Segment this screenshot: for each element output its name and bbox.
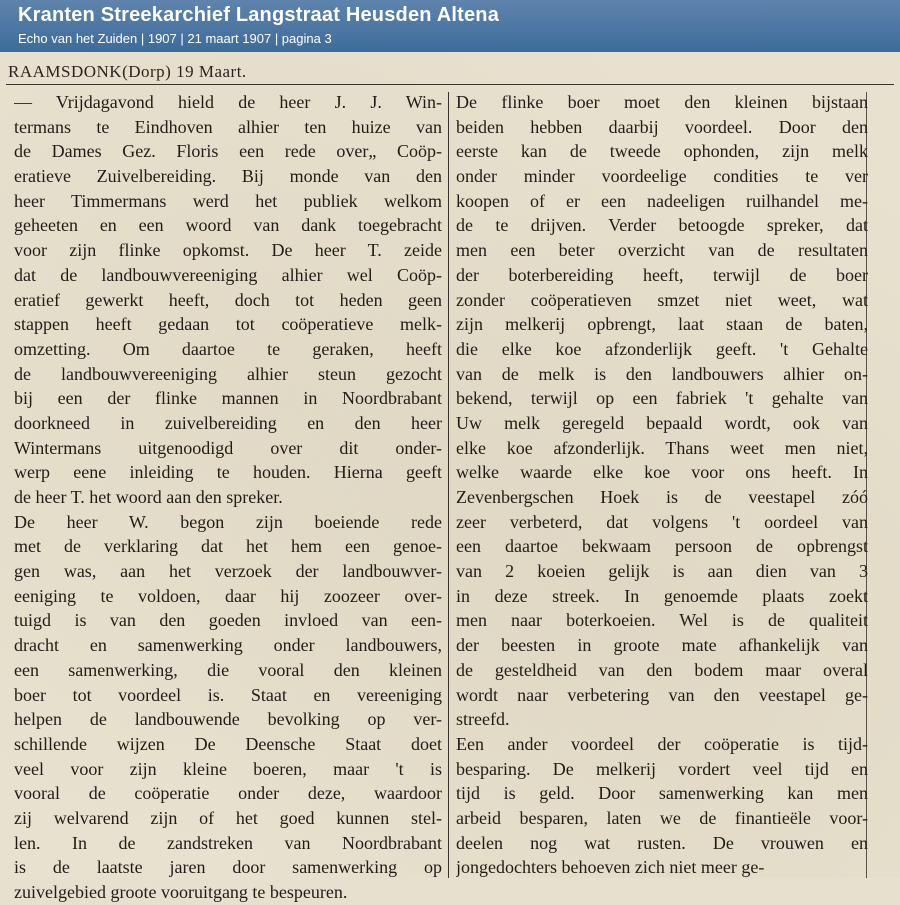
text-line: zonder coöperatieven smzet niet weet, wat — [456, 289, 868, 310]
text-line: Uw melk geregeld bepaald wordt, ook van — [456, 412, 868, 433]
text-line: vooral de coöperatie onder deze, waardoor — [14, 783, 442, 804]
text-line: die elke koe afzonderlijk geeft. 't Gehalte — [456, 338, 868, 359]
text-line: zij welvarend zijn of het goed kunnen stel- — [14, 807, 442, 828]
text-line: heer Timmermans werd het publiek welkom — [14, 190, 442, 211]
text-line: zijn melkerij opbrengt, laat staan de baten, — [456, 314, 868, 335]
text-line: men een beter overzicht van de resultaten — [456, 240, 868, 261]
text-line: helpen de landbouwende bevolking op ver- — [14, 709, 442, 730]
text-line: bij een der flinke mannen in Noordbrabant — [14, 388, 442, 409]
text-line: een samenwerking, die vooral den kleinen — [14, 659, 442, 680]
text-line: arbeid besparen, laten we de finantieële voor- — [456, 807, 868, 828]
text-line: stappen heeft gedaan tot coöperatieve melk- — [14, 314, 442, 335]
text-line: schillende wijzen De Deensche Staat doet — [14, 733, 442, 754]
text-line: veel voor zijn kleine boeren, maar 't is — [14, 758, 442, 779]
text-line: boer tot voordeel is. Staat en vereeniging — [14, 684, 442, 705]
text-line: de te drijven. Verder betoogde spreker, dat — [456, 215, 868, 236]
text-line: termans te Eindhoven alhier ten huize van — [14, 116, 442, 137]
text-line: onder minder voordeelige condities te ver — [456, 166, 868, 187]
text-line: eratief gewerkt heeft, doch tot heden geen — [14, 289, 442, 310]
text-line: koopen of er een nadeeligen ruilhandel me- — [456, 190, 868, 211]
text-line: der boterbereiding heeft, terwijl de boer — [456, 264, 868, 285]
text-line: de landbouwvereeniging alhier steun gezocht — [14, 363, 442, 384]
text-line: dracht en samenwerking onder landbouwers, — [14, 635, 442, 656]
text-line: van 2 koeien gelijk is aan dien van 3 — [456, 561, 868, 582]
text-line: zeer verbeterd, dat volgens 't oordeel van — [456, 511, 868, 532]
text-line: wordt naar verbetering van den veestapel ge- — [456, 684, 868, 705]
text-line: zuivelgebied groote vooruitgang te bespeuren. — [14, 882, 348, 902]
text-line: is de laatste jaren door samenwerking op — [14, 857, 442, 878]
left-column — [14, 90, 442, 905]
text-line: van de melk is den landbouwers alhier on- — [456, 363, 868, 384]
text-line: met de verklaring dat het hem een genoe- — [14, 536, 442, 557]
text-line: elke koe afzonderlijk. Thans weet men niet, — [456, 437, 868, 458]
column-divider — [448, 92, 449, 878]
text-line: De heer W. begon zijn boeiende rede — [14, 511, 442, 532]
text-line: de Dames Gez. Floris een rede over„ Coöp- — [14, 141, 442, 162]
text-line: Een ander voordeel der coöperatie is tijd- — [456, 733, 868, 754]
text-line: dat de landbouwvereeniging alhier wel Coöp- — [14, 264, 442, 285]
text-line: men naar boterkoeien. Wel is de qualiteit — [456, 610, 868, 631]
text-line: der beesten in groote mate afhankelijk van — [456, 635, 868, 656]
text-line: beiden hebben daarbij voordeel. Door den — [456, 116, 868, 137]
newspaper-scan — [0, 52, 900, 902]
text-line: len. In de zandstreken van Noordbrabant — [14, 832, 442, 853]
text-line: welke waarde elke koe voor ons heeft. In — [456, 462, 868, 483]
archive-title: Kranten Streekarchief Langstraat Heusden Altena — [18, 4, 500, 26]
text-line: eratieve Zuivelbereiding. Bij monde van den — [14, 166, 442, 187]
text-line: werp eene inleiding te houden. Hierna geeft — [14, 462, 442, 483]
text-line: de gesteldheid van den bodem maar overal — [456, 659, 868, 680]
text-line: omzetting. Om daartoe te geraken, heeft — [14, 338, 442, 359]
text-line: geheeten en een woord van dank toegebracht — [14, 215, 442, 236]
text-line: De flinke boer moet den kleinen bijstaan — [456, 92, 868, 112]
text-line: voor zijn flinke opkomst. De heer T. zeide — [14, 240, 442, 261]
text-line: eerste kan de tweede ophonden, zijn melk — [456, 141, 868, 162]
top-rule — [6, 84, 894, 85]
text-line: — Vrijdagavond hield de heer J. J. Win- — [14, 92, 442, 112]
text-line: jongedochters behoeven zich niet meer ge- — [456, 857, 765, 878]
text-line: de heer T. het woord aan den spreker. — [14, 487, 283, 507]
text-line: Wintermans uitgenoodigd over dit onder- — [14, 437, 442, 458]
text-line: doorkneed in zuivelbereiding en den heer — [14, 412, 442, 433]
text-line: besparing. De melkerij vordert veel tijd en — [456, 758, 868, 779]
newspaper-citation: Echo van het Zuiden | 1907 | 21 maart 1907 | pagina 3 — [18, 31, 332, 46]
text-line: streefd. — [456, 709, 510, 730]
text-line: in deze streek. In genoemde plaats zoekt — [456, 585, 868, 606]
text-line: Zevenbergschen Hoek is de veestapel zóó — [456, 487, 868, 507]
article-dateline: RAAMSDONK(Dorp) 19 Maart. — [8, 62, 247, 81]
text-line: gen was, aan het verzoek der landbouwver- — [14, 561, 442, 582]
text-line: tuigd is van den goeden invloed van een- — [14, 610, 442, 631]
text-line: een daartoe bekwaam persoon de opbrengst — [456, 536, 868, 557]
text-line: tijd is geld. Door samenwerking kan men — [456, 783, 868, 804]
right-column — [456, 90, 868, 880]
text-line: bekend, terwijl op een fabriek 't gehalte van — [456, 388, 868, 409]
archive-header-bar — [0, 0, 900, 52]
text-line: deelen nog wat rusten. De vrouwen en — [456, 832, 868, 853]
text-line: eeniging te voldoen, daar hij zoozeer over- — [14, 585, 442, 606]
